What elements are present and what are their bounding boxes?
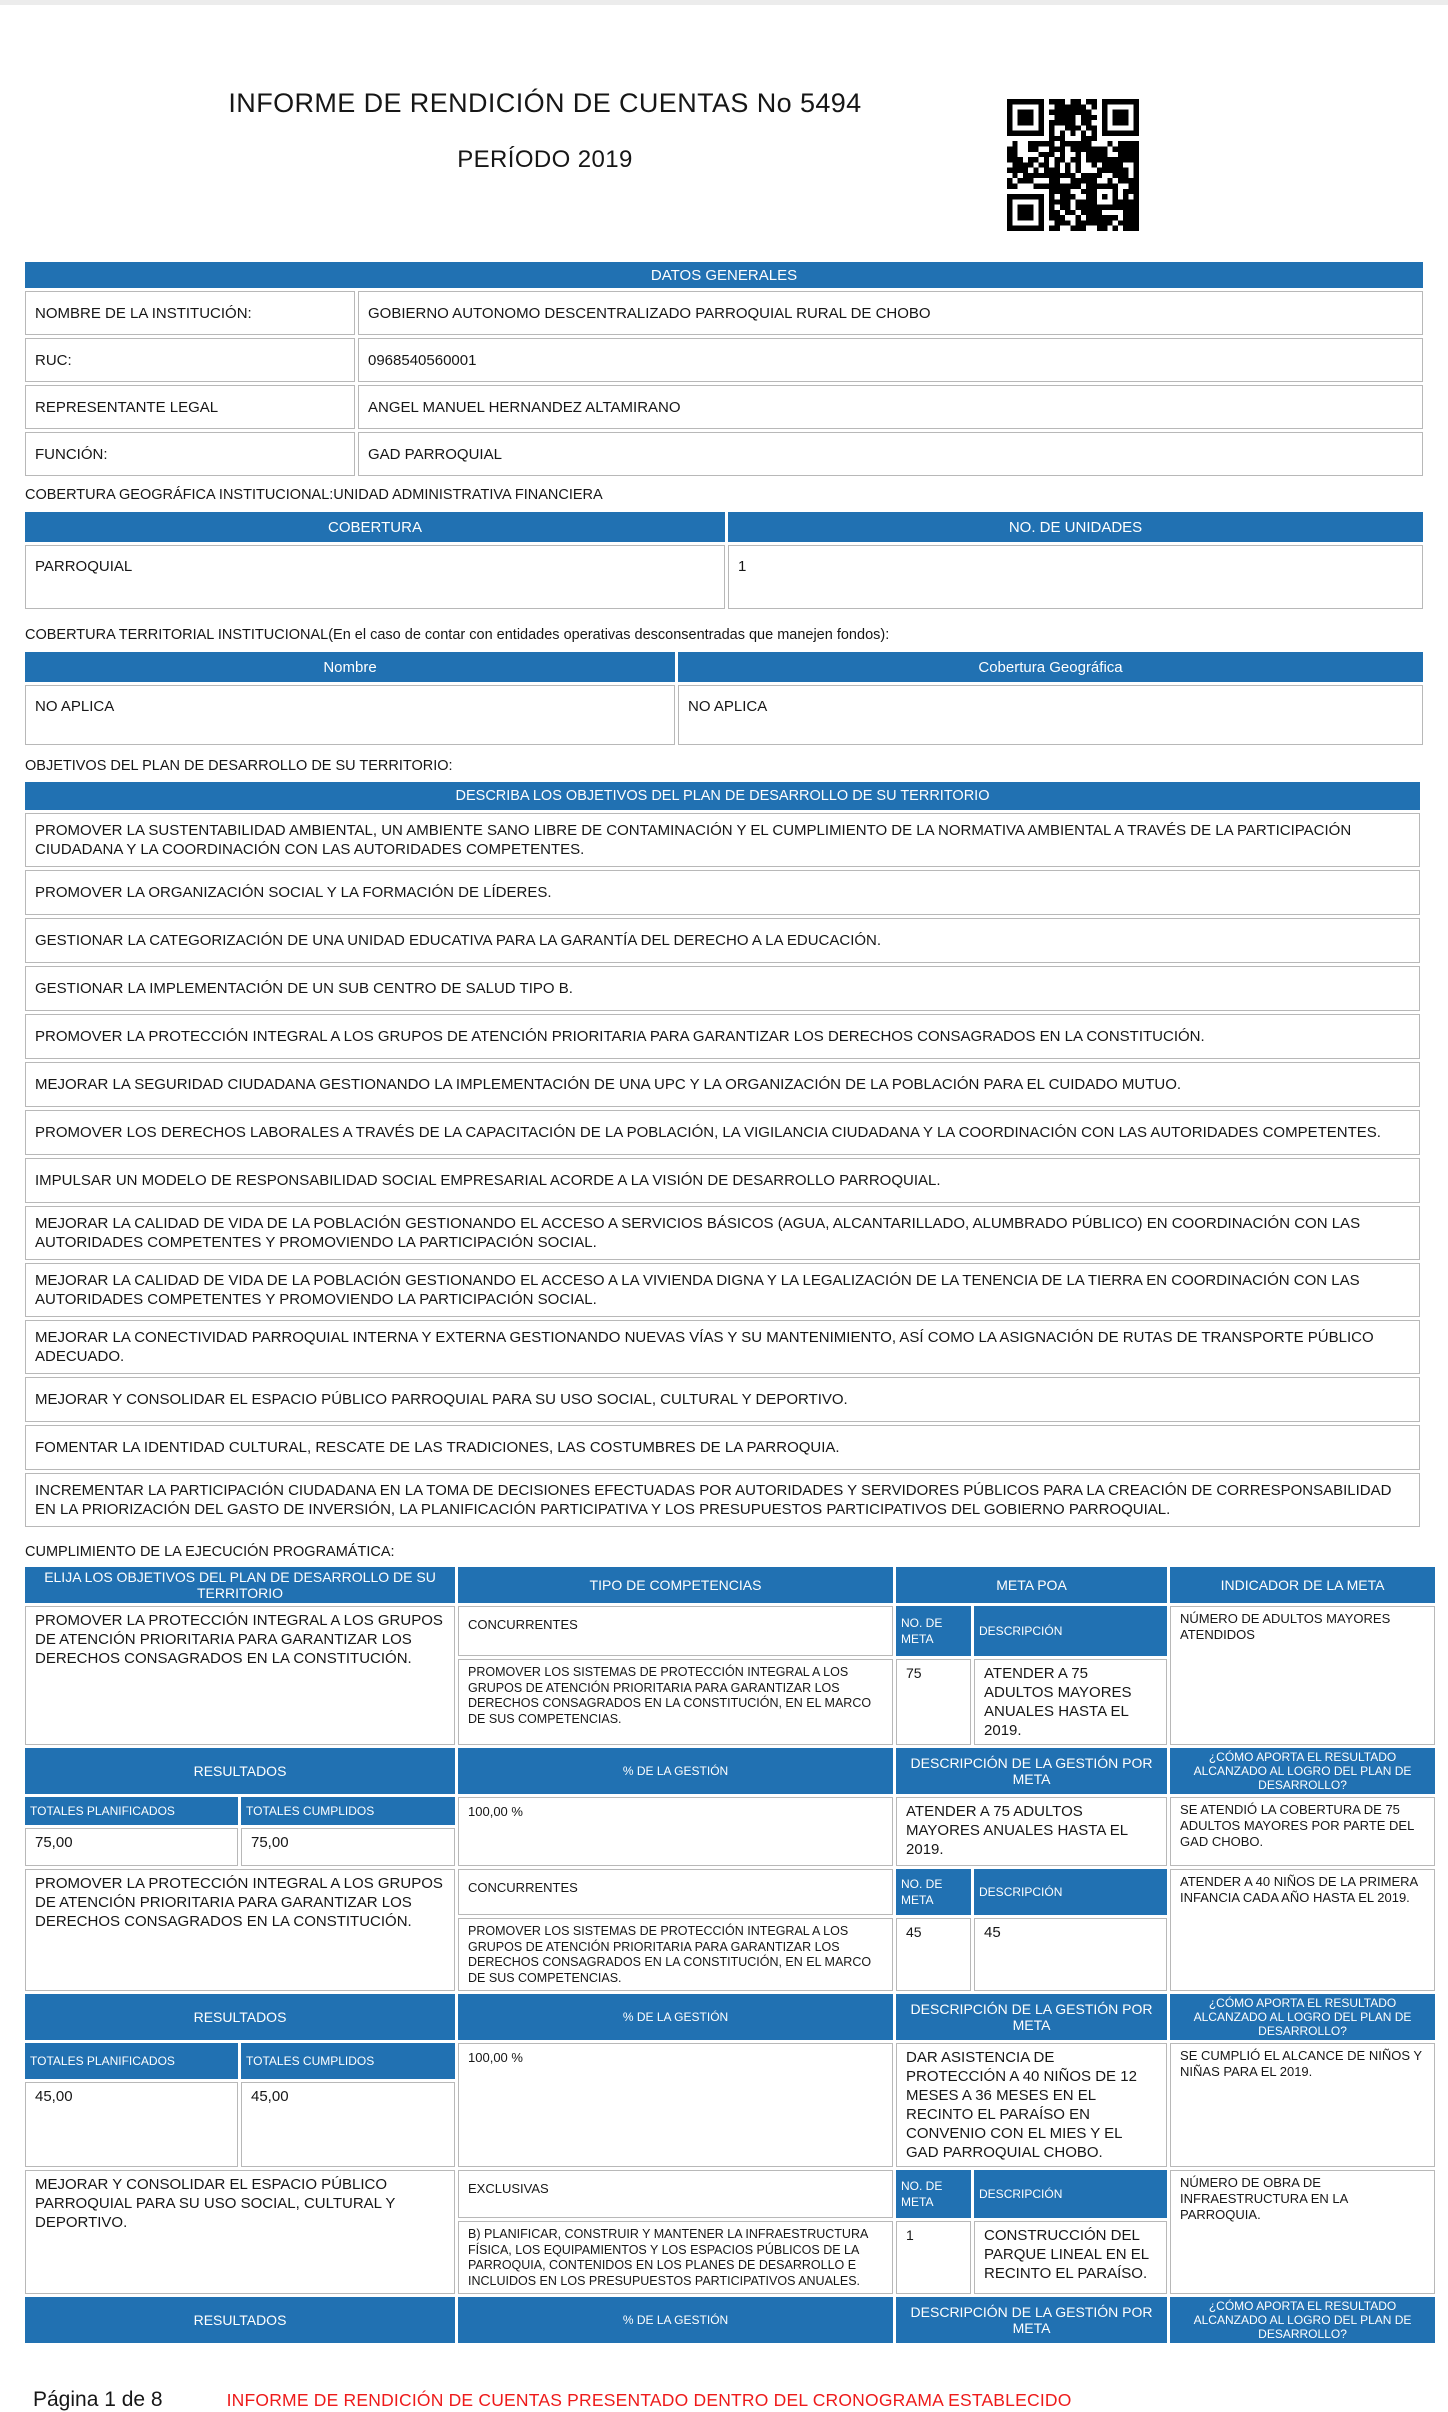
col-header-indicador: INDICADOR DE LA META xyxy=(1170,1567,1435,1603)
table-row xyxy=(25,1377,1420,1422)
totales-cumplidos-header: TOTALES CUMPLIDOS xyxy=(241,1797,455,1825)
qr-code-icon xyxy=(1007,99,1139,231)
objetivo-item: GESTIONAR LA IMPLEMENTACIÓN DE UN SUB CENTRO DE SALUD TIPO B. xyxy=(25,966,1420,1011)
field-value: ANGEL MANUEL HERNANDEZ ALTAMIRANO xyxy=(358,385,1423,429)
gestion-desc-header: DESCRIPCIÓN DE LA GESTIÓN POR META xyxy=(896,2297,1167,2343)
planificados-value: 45,00 xyxy=(25,2082,238,2167)
aporte-header: ¿CÓMO APORTA EL RESULTADO ALCANZADO AL LOGRO DEL PLAN DE DESARROLLO? xyxy=(1170,1748,1435,1794)
cumplidos-value: 45,00 xyxy=(241,2082,455,2167)
objetivo-item: MEJORAR Y CONSOLIDAR EL ESPACIO PÚBLICO PARROQUIAL PARA SU USO SOCIAL, CULTURAL Y DEPORTIVO. xyxy=(25,1377,1420,1422)
table-row xyxy=(25,1473,1420,1527)
report-header xyxy=(0,0,1090,174)
resultados-header: RESULTADOS xyxy=(25,1748,455,1794)
totales-planificados-header: TOTALES PLANIFICADOS xyxy=(25,1797,238,1825)
table-header-row xyxy=(25,2297,1435,2343)
competencia-cell: PROMOVER LOS SISTEMAS DE PROTECCIÓN INTEGRAL A LOS GRUPOS DE ATENCIÓN PRIORITARIA PARA GARANTIZAR LOS DERECHOS CONSAGRADOS EN LA CONSTITUCIÓN, EN EL MARCO DE SUS COMPETENCIAS. xyxy=(458,1918,893,1991)
subheader-descripcion: DESCRIPCIÓN xyxy=(974,2170,1167,2218)
cobertura-value: PARROQUIAL xyxy=(25,545,725,609)
unidades-value: 1 xyxy=(728,545,1423,609)
totales-planificados-header: TOTALES PLANIFICADOS xyxy=(25,2043,238,2079)
resultados-header: RESULTADOS xyxy=(25,2297,455,2343)
indicador-cell: NÚMERO DE ADULTOS MAYORES ATENDIDOS xyxy=(1170,1606,1435,1745)
table-row xyxy=(25,545,1423,609)
aporte-cell: SE ATENDIÓ LA COBERTURA DE 75 ADULTOS MAYORES POR PARTE DEL GAD CHOBO. xyxy=(1170,1797,1435,1866)
aporte-header: ¿CÓMO APORTA EL RESULTADO ALCANZADO AL LOGRO DEL PLAN DE DESARROLLO? xyxy=(1170,1994,1435,2040)
table-row xyxy=(25,1206,1420,1260)
subheader-no-meta: NO. DE META xyxy=(896,1606,971,1656)
gestion-pct-header: % DE LA GESTIÓN xyxy=(458,1748,893,1794)
objetivo-cell: MEJORAR Y CONSOLIDAR EL ESPACIO PÚBLICO PARROQUIAL PARA SU USO SOCIAL, CULTURAL Y DEPORTIVO. xyxy=(25,2170,455,2294)
unidades-col-header: NO. DE UNIDADES xyxy=(728,512,1423,542)
ejecucion-table xyxy=(22,1564,1438,2346)
gestion-pct-header: % DE LA GESTIÓN xyxy=(458,1994,893,2040)
objetivo-item: INCREMENTAR LA PARTICIPACIÓN CIUDADANA EN LA TOMA DE DECISIONES EFECTUADAS POR AUTORIDADES Y SERVIDORES PÚBLICOS PARA LA CREACIÓN DE CORRESPONSABILIDAD EN LA PRIORIZACIÓN DEL GASTO DE INVERSIÓN, LA PLANIFICACIÓN PARTICIPATIVA Y LOS PRESUPUESTOS PARTICIPATIVOS DEL GOBIERNO PARROQUIAL. xyxy=(25,1473,1420,1527)
objetivo-item: PROMOVER LA SUSTENTABILIDAD AMBIENTAL, UN AMBIENTE SANO LIBRE DE CONTAMINACIÓN Y EL CUMPLIMIENTO DE LA NORMATIVA AMBIENTAL A TRAVÉS DE LA PARTICIPACIÓN CIUDADANA Y LA COORDINACIÓN CON LAS AUTORIDADES COMPETENTES. xyxy=(25,813,1420,867)
competencia-cell: B) PLANIFICAR, CONSTRUIR Y MANTENER LA INFRAESTRUCTURA FÍSICA, LOS EQUIPAMIENTOS Y LOS ESPACIOS PÚBLICOS DE LA PARROQUIA, CONTENIDOS EN LOS PLANES DE DESARROLLO E INCLUIDOS EN LOS PRESUPUESTOS PARTICIPATIVOS ANUALES. xyxy=(458,2221,893,2294)
gestion-desc-header: DESCRIPCIÓN DE LA GESTIÓN POR META xyxy=(896,1994,1167,2040)
planificados-value: 75,00 xyxy=(25,1828,238,1866)
table-row xyxy=(25,1110,1420,1155)
objetivos-caption: OBJETIVOS DEL PLAN DE DESARROLLO DE SU TERRITORIO: xyxy=(25,758,453,774)
table-row xyxy=(25,1158,1420,1203)
indicador-cell: ATENDER A 40 NIÑOS DE LA PRIMERA INFANCIA CADA AÑO HASTA EL 2019. xyxy=(1170,1869,1435,1991)
aporte-header: ¿CÓMO APORTA EL RESULTADO ALCANZADO AL LOGRO DEL PLAN DE DESARROLLO? xyxy=(1170,2297,1435,2343)
table-header-row xyxy=(25,1748,1435,1794)
page-footer xyxy=(33,2388,1448,2412)
objetivos-header: DESCRIBA LOS OBJETIVOS DEL PLAN DE DESARROLLO DE SU TERRITORIO xyxy=(25,782,1420,810)
subheader-no-meta: NO. DE META xyxy=(896,1869,971,1915)
cobertura-table xyxy=(22,509,1426,612)
ejecucion-caption: CUMPLIMIENTO DE LA EJECUCIÓN PROGRAMÁTICA: xyxy=(25,1544,395,1560)
gestion-desc-header: DESCRIPCIÓN DE LA GESTIÓN POR META xyxy=(896,1748,1167,1794)
table-row xyxy=(25,1320,1420,1374)
subheader-descripcion: DESCRIPCIÓN xyxy=(974,1869,1167,1915)
field-label: REPRESENTANTE LEGAL xyxy=(25,385,355,429)
table-row xyxy=(25,338,1423,382)
table-row xyxy=(25,1263,1420,1317)
table-row xyxy=(25,1869,1435,1915)
objetivo-item: GESTIONAR LA CATEGORIZACIÓN DE UNA UNIDAD EDUCATIVA PARA LA GARANTÍA DEL DERECHO A LA EDUCACIÓN. xyxy=(25,918,1420,963)
field-label: RUC: xyxy=(25,338,355,382)
table-row xyxy=(25,685,1423,745)
gestion-pct-cell: 100,00 % xyxy=(458,2043,893,2167)
objetivo-cell: PROMOVER LA PROTECCIÓN INTEGRAL A LOS GRUPOS DE ATENCIÓN PRIORITARIA PARA GARANTIZAR LOS DERECHOS CONSAGRADOS EN LA CONSTITUCIÓN. xyxy=(25,1869,455,1991)
table-row xyxy=(25,2043,1435,2079)
col-header-meta-poa: META POA xyxy=(896,1567,1167,1603)
datos-generales-table xyxy=(22,259,1426,479)
gestion-desc-cell: ATENDER A 75 ADULTOS MAYORES ANUALES HASTA EL 2019. xyxy=(896,1797,1167,1866)
table-row xyxy=(25,432,1423,476)
tipo-competencia-cell: CONCURRENTES xyxy=(458,1606,893,1656)
gestion-pct-header: % DE LA GESTIÓN xyxy=(458,2297,893,2343)
table-row xyxy=(25,813,1420,867)
field-value: GAD PARROQUIAL xyxy=(358,432,1423,476)
nombre-col-header: Nombre xyxy=(25,652,675,682)
table-row xyxy=(25,385,1423,429)
field-value: GOBIERNO AUTONOMO DESCENTRALIZADO PARROQUIAL RURAL DE CHOBO xyxy=(358,291,1423,335)
page-number: Página 1 de 8 xyxy=(33,2388,163,2411)
table-row xyxy=(25,870,1420,915)
objetivo-item: FOMENTAR LA IDENTIDAD CULTURAL, RESCATE DE LAS TRADICIONES, LAS COSTUMBRES DE LA PARROQUIA. xyxy=(25,1425,1420,1470)
tipo-competencia-cell: EXCLUSIVAS xyxy=(458,2170,893,2218)
col-header-objetivo: ELIJA LOS OBJETIVOS DEL PLAN DE DESARROLLO DE SU TERRITORIO xyxy=(25,1567,455,1603)
resultados-header: RESULTADOS xyxy=(25,1994,455,2040)
cobertura-geo-value: NO APLICA xyxy=(678,685,1423,745)
table-row xyxy=(25,1425,1420,1470)
objetivo-item: PROMOVER LA PROTECCIÓN INTEGRAL A LOS GRUPOS DE ATENCIÓN PRIORITARIA PARA GARANTIZAR LOS DERECHOS CONSAGRADOS EN LA CONSTITUCIÓN. xyxy=(25,1014,1420,1059)
table-header-row xyxy=(25,1994,1435,2040)
objetivo-item: MEJORAR LA CONECTIVIDAD PARROQUIAL INTERNA Y EXTERNA GESTIONANDO NUEVAS VÍAS Y SU MANTENIMIENTO, ASÍ COMO LA ASIGNACIÓN DE RUTAS DE TRANSPORTE PÚBLICO ADECUADO. xyxy=(25,1320,1420,1374)
meta-numero-cell: 75 xyxy=(896,1659,971,1745)
cumplidos-value: 75,00 xyxy=(241,1828,455,1866)
table-row xyxy=(25,1606,1435,1656)
footer-notice: INFORME DE RENDICIÓN DE CUENTAS PRESENTADO DENTRO DEL CRONOGRAMA ESTABLECIDO xyxy=(226,2390,1072,2410)
table-row xyxy=(25,1797,1435,1825)
table-row xyxy=(25,1062,1420,1107)
meta-numero-cell: 45 xyxy=(896,1918,971,1991)
datos-generales-header: DATOS GENERALES xyxy=(25,262,1423,288)
aporte-cell: SE CUMPLIÓ EL ALCANCE DE NIÑOS Y NIÑAS PARA EL 2019. xyxy=(1170,2043,1435,2167)
table-row xyxy=(25,2170,1435,2218)
gestion-desc-cell: DAR ASISTENCIA DE PROTECCIÓN A 40 NIÑOS DE 12 MESES A 36 MESES EN EL RECINTO EL PARAÍSO EN CONVENIO CON EL MIES Y EL GAD PARROQUIAL CHOBO. xyxy=(896,2043,1167,2167)
table-row xyxy=(25,966,1420,1011)
table-row xyxy=(25,1014,1420,1059)
field-label: NOMBRE DE LA INSTITUCIÓN: xyxy=(25,291,355,335)
meta-descripcion-cell: ATENDER A 75 ADULTOS MAYORES ANUALES HASTA EL 2019. xyxy=(974,1659,1167,1745)
subheader-no-meta: NO. DE META xyxy=(896,2170,971,2218)
cobertura-col-header: COBERTURA xyxy=(25,512,725,542)
objetivo-item: PROMOVER LOS DERECHOS LABORALES A TRAVÉS DE LA CAPACITACIÓN DE LA POBLACIÓN, LA VIGILANCIA CIUDADANA Y LA COORDINACIÓN CON LAS AUTORIDADES COMPETENTES. xyxy=(25,1110,1420,1155)
objetivos-table xyxy=(22,779,1423,1530)
cobertura-territorial-table xyxy=(22,649,1426,748)
objetivo-item: MEJORAR LA CALIDAD DE VIDA DE LA POBLACIÓN GESTIONANDO EL ACCESO A SERVICIOS BÁSICOS (AGUA, ALCANTARILLADO, ALUMBRADO PÚBLICO) EN COORDINACIÓN CON LAS AUTORIDADES COMPETENTES Y PROMOVIENDO LA PARTICIPACIÓN SOCIAL. xyxy=(25,1206,1420,1260)
subheader-descripcion: DESCRIPCIÓN xyxy=(974,1606,1167,1656)
totales-cumplidos-header: TOTALES CUMPLIDOS xyxy=(241,2043,455,2079)
field-value: 0968540560001 xyxy=(358,338,1423,382)
competencia-cell: PROMOVER LOS SISTEMAS DE PROTECCIÓN INTEGRAL A LOS GRUPOS DE ATENCIÓN PRIORITARIA PARA GARANTIZAR LOS DERECHOS CONSAGRADOS EN LA CONSTITUCIÓN, EN EL MARCO DE SUS COMPETENCIAS. xyxy=(458,1659,893,1745)
meta-descripcion-cell: CONSTRUCCIÓN DEL PARQUE LINEAL EN EL RECINTO EL PARAÍSO. xyxy=(974,2221,1167,2294)
page-subtitle: PERÍODO 2019 xyxy=(457,146,633,173)
field-label: FUNCIÓN: xyxy=(25,432,355,476)
indicador-cell: NÚMERO DE OBRA DE INFRAESTRUCTURA EN LA PARROQUIA. xyxy=(1170,2170,1435,2294)
col-header-competencias: TIPO DE COMPETENCIAS xyxy=(458,1567,893,1603)
table-row xyxy=(25,291,1423,335)
objetivo-item: PROMOVER LA ORGANIZACIÓN SOCIAL Y LA FORMACIÓN DE LÍDERES. xyxy=(25,870,1420,915)
gestion-pct-cell: 100,00 % xyxy=(458,1797,893,1866)
objetivo-item: MEJORAR LA CALIDAD DE VIDA DE LA POBLACIÓN GESTIONANDO EL ACCESO A LA VIVIENDA DIGNA Y LA LEGALIZACIÓN DE LA TENENCIA DE LA TIERRA EN COORDINACIÓN CON LAS AUTORIDADES COMPETENTES Y PROMOVIENDO LA PARTICIPACIÓN SOCIAL. xyxy=(25,1263,1420,1317)
table-header-row xyxy=(25,1567,1435,1603)
objetivo-item: IMPULSAR UN MODELO DE RESPONSABILIDAD SOCIAL EMPRESARIAL ACORDE A LA VISIÓN DE DESARROLLO PARROQUIAL. xyxy=(25,1158,1420,1203)
cobertura-geo-col-header: Cobertura Geográfica xyxy=(678,652,1423,682)
nombre-value: NO APLICA xyxy=(25,685,675,745)
objetivo-cell: PROMOVER LA PROTECCIÓN INTEGRAL A LOS GRUPOS DE ATENCIÓN PRIORITARIA PARA GARANTIZAR LOS DERECHOS CONSAGRADOS EN LA CONSTITUCIÓN. xyxy=(25,1606,455,1745)
objetivo-item: MEJORAR LA SEGURIDAD CIUDADANA GESTIONANDO LA IMPLEMENTACIÓN DE UNA UPC Y LA ORGANIZACIÓN DE LA POBLACIÓN PARA EL CUIDADO MUTUO. xyxy=(25,1062,1420,1107)
meta-numero-cell: 1 xyxy=(896,2221,971,2294)
cobertura-territorial-caption: COBERTURA TERRITORIAL INSTITUCIONAL(En el caso de contar con entidades operativas desconsentradas que manejen fondos): xyxy=(25,627,890,643)
cobertura-geografica-caption: COBERTURA GEOGRÁFICA INSTITUCIONAL:UNIDAD ADMINISTRATIVA FINANCIERA xyxy=(25,487,603,503)
meta-descripcion-cell: 45 xyxy=(974,1918,1167,1991)
page-edge xyxy=(0,0,1448,5)
tipo-competencia-cell: CONCURRENTES xyxy=(458,1869,893,1915)
table-row xyxy=(25,918,1420,963)
page-title: INFORME DE RENDICIÓN DE CUENTAS No 5494 xyxy=(228,88,862,118)
